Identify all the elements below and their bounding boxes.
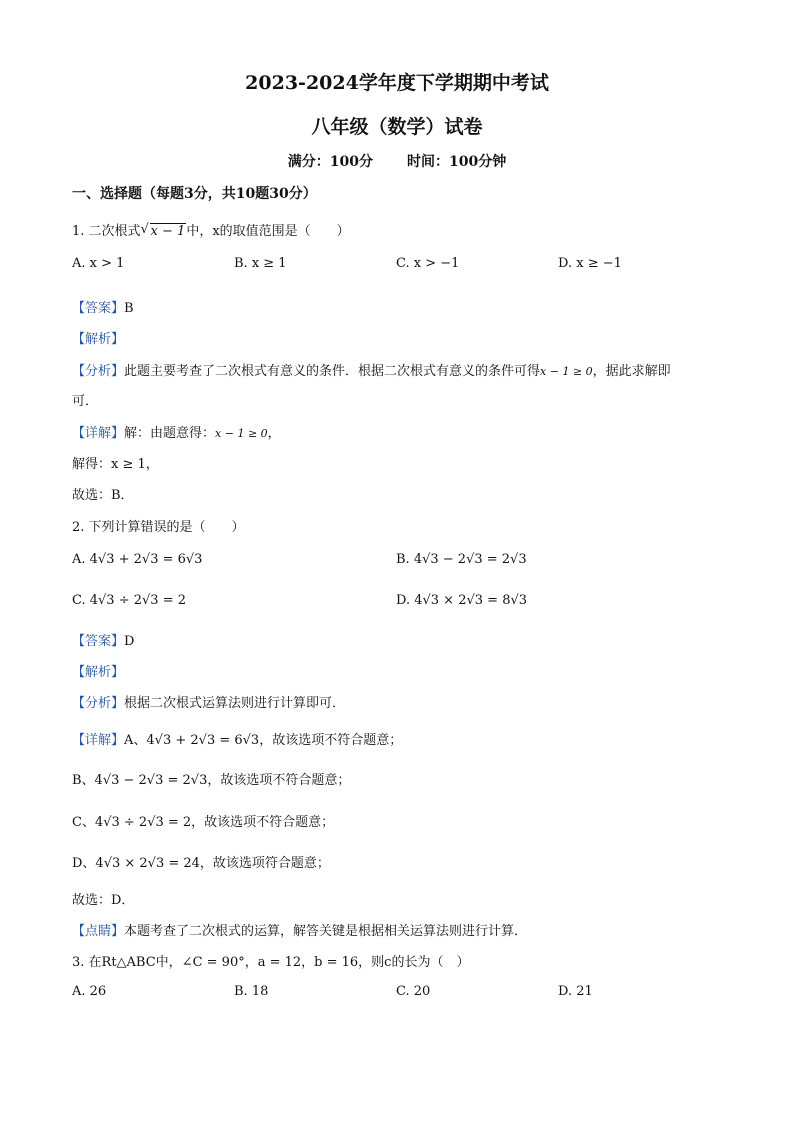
score-info: 满分：100分 xyxy=(287,154,373,170)
q1-option-d: D. x ≥ −1 xyxy=(558,256,622,271)
fenxi-text: 此题主要考查了二次根式有意义的条件．根据二次根式有意义的条件可得 xyxy=(124,364,541,379)
sqrt-radical xyxy=(141,224,187,239)
exam-subtitle: 八年级（数学）试卷 xyxy=(311,116,483,138)
time-info: 时间：100分钟 xyxy=(407,154,507,170)
fenxi-tag: 【分析】 xyxy=(72,696,125,711)
q3-option-d: D. 21 xyxy=(558,984,593,999)
xiangjie-text: 解：由题意得： xyxy=(124,426,216,441)
xiangjie-tag: 【详解】 xyxy=(72,733,125,748)
answer-tag: 【答案】 xyxy=(72,634,125,649)
dianjing-tag: 【点睛】 xyxy=(72,924,125,939)
q2-option-c: C. 4√3 ÷ 2√3 = 2 xyxy=(72,593,186,608)
q1-stem-pre: 1. 二次根式 xyxy=(72,224,141,239)
q3-option-b: B. 18 xyxy=(234,984,269,999)
q1-option-a: A. x > 1 xyxy=(72,256,125,271)
answer-value: B xyxy=(124,301,134,316)
exam-title: 2023-2024学年度下学期期中考试 xyxy=(245,72,549,94)
q2-xiangjie-a xyxy=(72,729,402,748)
q3-option-c: C. 20 xyxy=(396,984,431,999)
q2-stem: 2. 下列计算错误的是（ ） xyxy=(72,520,245,535)
fenxi-text: 根据二次根式运算法则进行计算即可． xyxy=(124,696,346,711)
xiangjie-end: ， xyxy=(267,426,281,441)
fenxi-end: ，据此求解即 xyxy=(592,364,671,379)
q2-option-b: B. 4√3 − 2√3 = 2√3 xyxy=(396,552,527,567)
q1-radicand: x − 1 xyxy=(150,224,186,239)
q3-option-a: A. 26 xyxy=(72,984,107,999)
q2-option-a: A. 4√3 + 2√3 = 6√3 xyxy=(72,552,203,567)
q1-answer xyxy=(72,297,134,316)
q2-guxuan: 故选：D． xyxy=(72,893,135,908)
q2-jiexi-tag: 【解析】 xyxy=(72,665,125,680)
q1-jiexi-tag: 【解析】 xyxy=(72,332,125,347)
q3-stem: 3. 在Rt△ABC中，∠C = 90°，a = 12，b = 16，则c的长为（ ） xyxy=(72,955,470,970)
dianjing-text: 本题考查了二次根式的运算，解答关键是根据相关运算法则进行计算． xyxy=(124,924,528,939)
answer-tag: 【答案】 xyxy=(72,301,125,316)
q1-stem-post: 中，x的取值范围是（ ） xyxy=(186,224,350,239)
q1-option-c: C. x > −1 xyxy=(396,256,460,271)
fenxi-math: x − 1 ≥ 0 xyxy=(540,365,593,378)
q2-xiangjie-c: C、4√3 ÷ 2√3 = 2，故该选项不符合题意； xyxy=(72,815,335,830)
q1-xiangjie xyxy=(72,422,281,441)
exam-meta xyxy=(0,151,794,171)
xiangjie-tag: 【详解】 xyxy=(72,426,125,441)
q1-stem xyxy=(72,220,350,239)
q2-option-d: D. 4√3 × 2√3 = 8√3 xyxy=(396,593,528,608)
answer-value: D xyxy=(124,634,135,649)
xiangjie-math: x − 1 ≥ 0 xyxy=(215,427,268,440)
q2-xiangjie-d: D、4√3 × 2√3 = 24，故该选项符合题意； xyxy=(72,856,330,871)
xiangjie-a-text: A、4√3 + 2√3 = 6√3，故该选项不符合题意； xyxy=(124,733,403,748)
q2-dianjing xyxy=(72,920,527,939)
fenxi-tag: 【分析】 xyxy=(72,364,125,379)
q2-fenxi xyxy=(72,692,345,711)
q1-fenxi xyxy=(72,360,671,379)
q1-guxuan: 故选：B． xyxy=(72,488,134,503)
q2-answer xyxy=(72,630,134,649)
q1-fenxi-cont: 可． xyxy=(72,394,99,409)
section-heading: 一、选择题（每题3分，共10题30分） xyxy=(72,186,317,202)
q1-option-b: B. x ≥ 1 xyxy=(234,256,287,271)
q1-jiede: 解得：x ≥ 1， xyxy=(72,457,159,472)
q2-xiangjie-b: B、4√3 − 2√3 = 2√3，故该选项不符合题意； xyxy=(72,773,351,788)
